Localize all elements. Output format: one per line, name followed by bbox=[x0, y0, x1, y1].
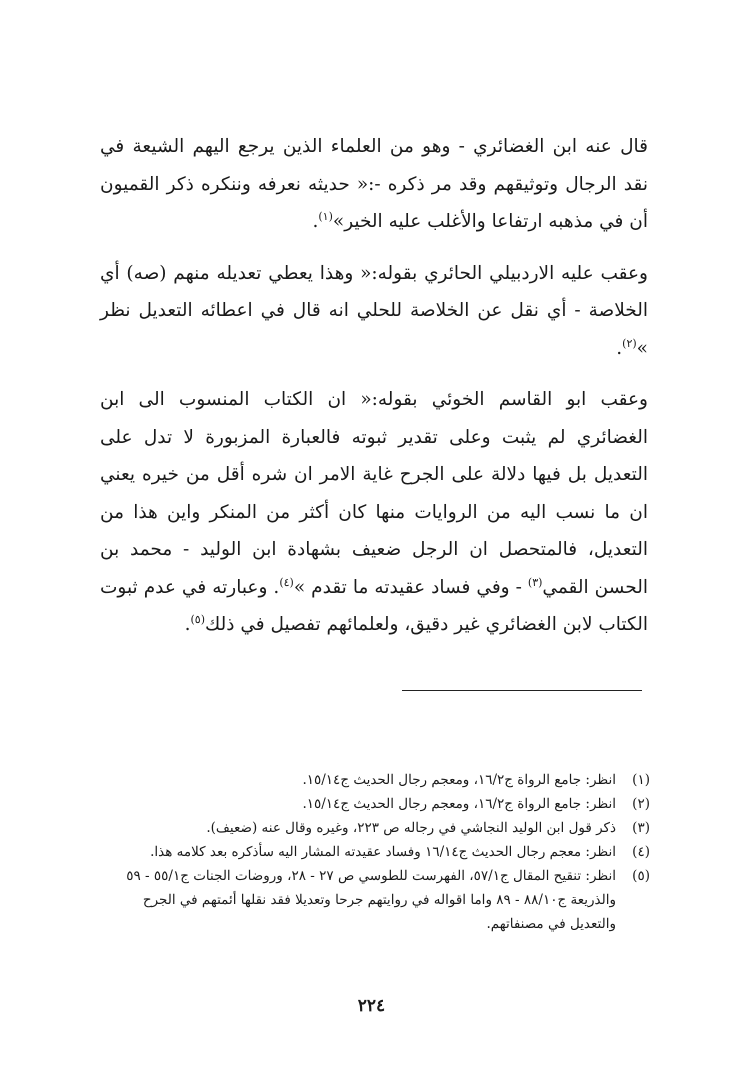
paragraph-text: وعقب ابو القاسم الخوئي بقوله:« ان الكتاب المنسوب الى ابن الغضائري لم يثبت وعلى تقدير ثبوته فالعبارة المزبورة لا تدل على التعديل بل فيها دلالة على الجرح غاية الامر ان شره أقل من خيره يعني ان ما نسب اليه من الروايات منها كان أكثر من المنكر واين هذا من التعديل، فالمتحصل ان الرجل ضعيف بشهادة ابن الوليد - محمد بن الحسن القمي bbox=[100, 389, 648, 598]
paragraph-text: قال عنه ابن الغضائري - وهو من العلماء الذين يرجع اليهم الشيعة في نقد الرجال وتوثيقهم وقد مر ذكره -:« حديثه نعرفه وننكره ذكر القميون أن في مذهبه ارتفاعا والأغلب عليه الخير» bbox=[100, 136, 648, 232]
footnote-separator bbox=[402, 690, 642, 691]
footnote-ref-5: (٥) bbox=[190, 612, 205, 626]
footnote-number: (٣) bbox=[632, 820, 650, 836]
footnote-ref-2: (٢) bbox=[622, 336, 637, 350]
footnote-1 bbox=[108, 768, 650, 792]
footnote-2 bbox=[108, 792, 650, 816]
footnote-text: ذكر قول ابن الوليد النجاشي في رجاله ص ٢٢٣، وغيره وقال عنه (ضعيف). bbox=[206, 820, 616, 836]
footnote-text: انظر: جامع الرواة ج١٦/٢، ومعجم رجال الحديث ج١٥/١٤. bbox=[302, 772, 616, 788]
paragraph-text-tail: - وفي فساد عقيدته ما تقدم » bbox=[293, 576, 528, 598]
paragraph-2 bbox=[100, 255, 648, 368]
paragraph-text-tail: . وعبارته في عدم ثبوت الكتاب لابن الغضائري غير دقيق، ولعلمائهم تفصيل في ذلك bbox=[100, 576, 648, 635]
paragraph-text: وعقب عليه الاردبيلي الحائري بقوله:« وهذا يعطي تعديله منهم (صه) أي الخلاصة - أي نقل عن الخلاصة للحلي انه قال في اعطائه التعديل نظر » bbox=[100, 262, 648, 359]
paragraph-1 bbox=[100, 128, 648, 241]
footnotes bbox=[108, 768, 650, 936]
footnote-ref-3: (٣) bbox=[527, 575, 543, 589]
footnote-text: انظر: تنقيح المقال ج٥٧/١، الفهرست للطوسي ص ٢٧ - ٢٨، وروضات الجنات ج٥٥/١ - ٥٩ والذريعة ج٨٨/١٠ - ٨٩ واما اقواله في روايتهم جرحا وتعديلا فقد نقلها أئمتهم في الجرح والتعديل في مصنفاتهم. bbox=[126, 868, 616, 932]
paragraph-text-tail: . bbox=[184, 614, 191, 635]
paragraph-3 bbox=[100, 381, 648, 644]
footnote-number: (١) bbox=[632, 772, 650, 788]
footnote-text: انظر: جامع الرواة ج١٦/٢، ومعجم رجال الحديث ج١٥/١٤. bbox=[302, 796, 616, 812]
footnote-text: انظر: معجم رجال الحديث ج١٦/١٤ وفساد عقيدته المشار اليه سأذكره بعد كلامه هذا. bbox=[150, 844, 616, 860]
footnote-ref-1: (١) bbox=[318, 209, 333, 223]
main-text bbox=[100, 128, 648, 644]
footnote-5 bbox=[108, 864, 650, 936]
footnote-ref-4: (٤) bbox=[279, 575, 294, 589]
footnote-3 bbox=[108, 816, 650, 840]
footnote-number: (٥) bbox=[632, 868, 650, 884]
paragraph-text-tail: . bbox=[616, 337, 623, 359]
page-number: ٢٢٤ bbox=[357, 996, 386, 1016]
paragraph-text-tail: . bbox=[312, 211, 319, 232]
footnote-number: (٤) bbox=[632, 844, 650, 860]
footnote-number: (٢) bbox=[632, 796, 650, 812]
footnote-4 bbox=[108, 840, 650, 864]
